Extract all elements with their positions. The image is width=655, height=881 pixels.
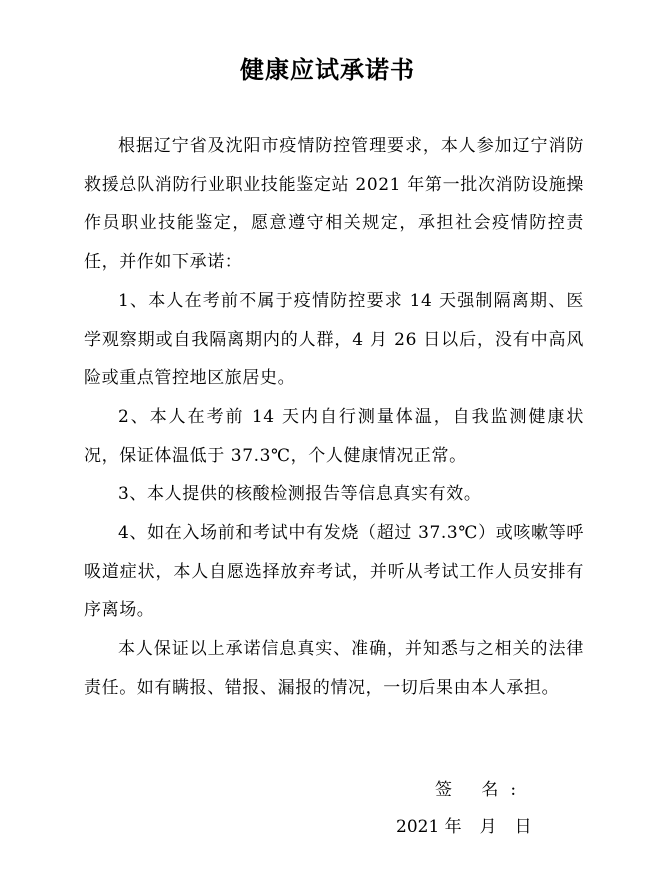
- pledge-item-4: 4、如在入场前和考试中有发烧（超过 37.3℃）或咳嗽等呼吸道症状，本人自愿选择放弃考试，并听从考试工作人员安排有序离场。: [84, 523, 584, 621]
- date-day: 日: [514, 817, 532, 837]
- document-title: 健康应试承诺书: [240, 56, 415, 84]
- pledge-item-2: 2、本人在考前 14 天内自行测量体温，自我监测健康状况，保证体温低于 37.3℃，个人健康情况正常。: [84, 406, 584, 466]
- document-body: [84, 127, 584, 708]
- pledge-item-1: 1、本人在考前不属于疫情防控要求 14 天强制隔离期、医学观察期或自我隔离期内的人群，4 月 26 日以后，没有中高风险或重点管控地区旅居史。: [84, 290, 584, 389]
- date-year: 2021 年: [396, 817, 462, 837]
- pledge-item-3: 3、本人提供的核酸检测报告等信息真实有效。: [118, 484, 482, 505]
- signature-label: 签 名:: [435, 780, 529, 800]
- date-line: [396, 812, 532, 842]
- signature-line: [435, 775, 528, 805]
- closing-paragraph: 本人保证以上承诺信息真实、准确，并知悉与之相关的法律责任。如有瞒报、错报、漏报的情况，一切后果由本人承担。: [84, 639, 584, 698]
- intro-paragraph: 根据辽宁省及沈阳市疫情防控管理要求，本人参加辽宁消防救援总队消防行业职业技能鉴定站 2021 年第一批次消防设施操作员职业技能鉴定，愿意遵守相关规定，承担社会疫情防控责任，并作如下承诺：: [84, 136, 584, 273]
- date-month: 月: [479, 817, 497, 837]
